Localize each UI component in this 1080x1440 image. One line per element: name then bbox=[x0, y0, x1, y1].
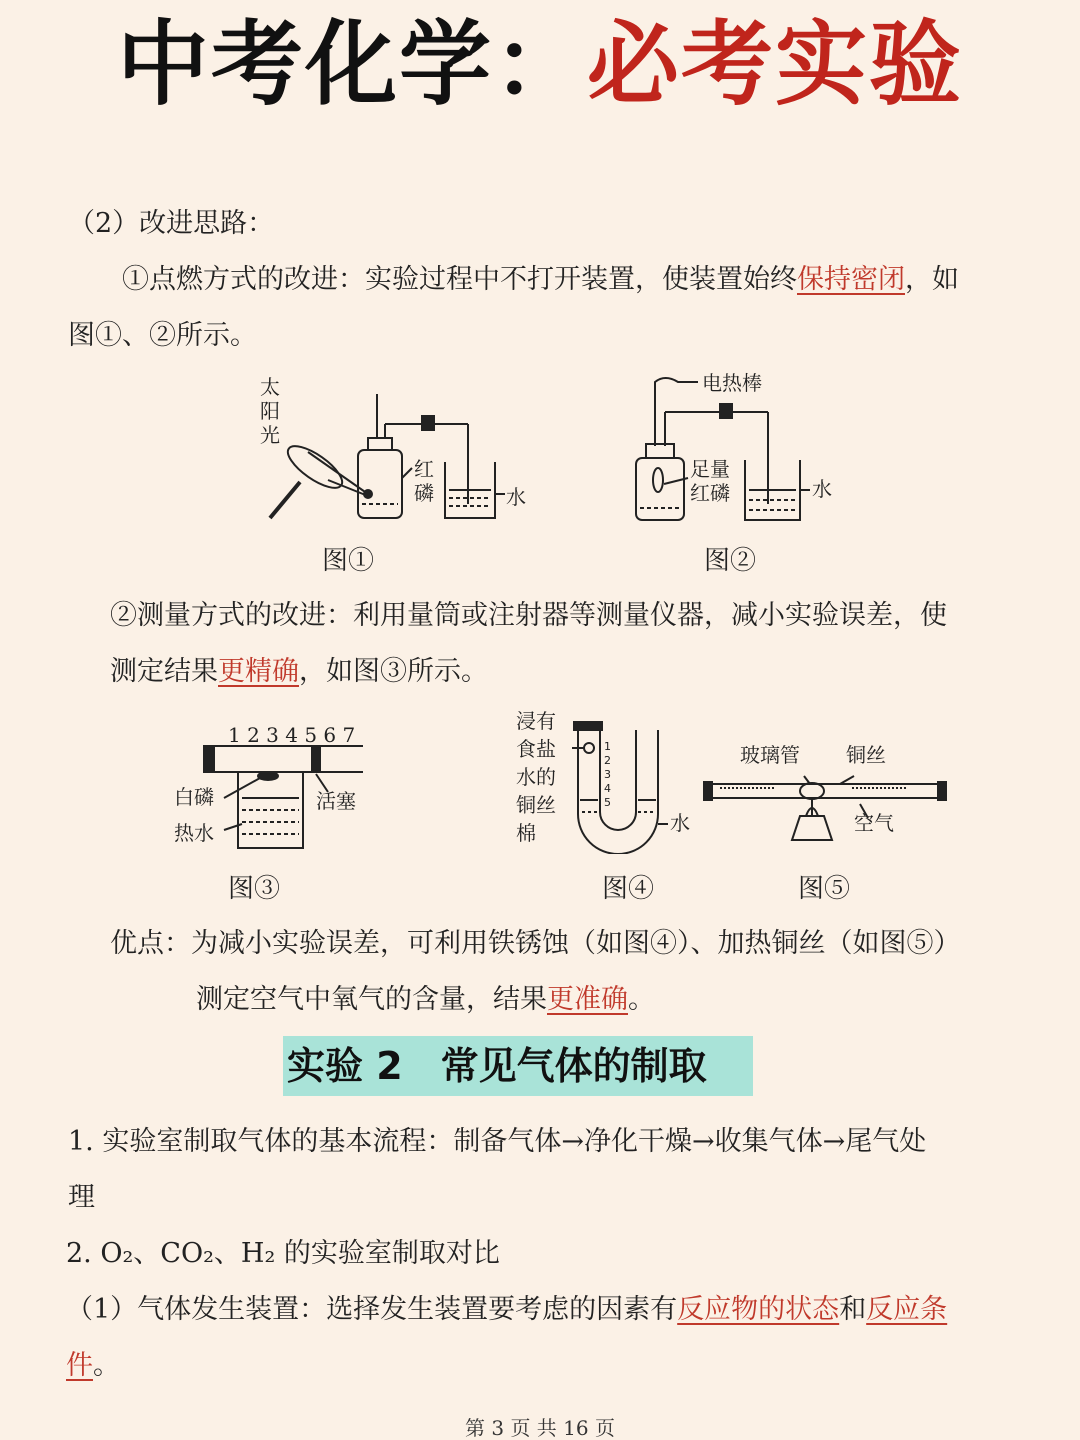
figure-4-u-tube-apparatus bbox=[512, 704, 702, 854]
label-sun-3: 光 bbox=[260, 423, 280, 447]
label-white-phosphorus: 白磷 bbox=[174, 785, 214, 809]
label-cotton-1: 浸有 bbox=[516, 709, 556, 733]
page-title: 中考化学：必考实验 bbox=[116, 11, 964, 118]
paragraph-advantage: 优点：为减小实验误差，可利用铁锈蚀（如图④）、加热铜丝（如图⑤） bbox=[110, 928, 961, 959]
label-sun-1: 太 bbox=[260, 375, 280, 399]
paragraph-improvement-heading: （2）改进思路： bbox=[68, 208, 275, 239]
label-piston: 活塞 bbox=[316, 789, 356, 813]
figure-2-caption: 图② bbox=[704, 546, 757, 576]
figure-3-syringe-apparatus bbox=[168, 718, 378, 858]
svg-text:3: 3 bbox=[604, 768, 611, 781]
paragraph-measurement-improvement: ②测量方式的改进：利用量筒或注射器等测量仪器，减小实验误差，使 bbox=[110, 600, 947, 631]
paragraph-generation-apparatus: （1）气体发生装置：选择发生装置要考虑的因素有反应物的状态和反应条 bbox=[66, 1294, 948, 1325]
label-red-phosphorus-1: 红 bbox=[414, 457, 434, 481]
label-air: 空气 bbox=[854, 811, 894, 835]
label-water: 水 bbox=[670, 811, 690, 835]
paragraph-basic-procedure-cont: 理 bbox=[68, 1182, 95, 1213]
svg-text:1: 1 bbox=[604, 740, 611, 753]
label-glass-tube: 玻璃管 bbox=[740, 743, 800, 767]
label-heating-rod: 电热棒 bbox=[702, 371, 762, 395]
paragraph-ignition-improvement: ①点燃方式的改进：实验过程中不打开装置，使装置始终保持密闭，如 bbox=[122, 264, 959, 295]
label-cotton-4: 铜丝 bbox=[516, 793, 556, 817]
label-sun-2: 阳 bbox=[260, 399, 280, 423]
label-water: 水 bbox=[812, 477, 832, 501]
figure-5-copper-heating-apparatus bbox=[700, 736, 950, 856]
figure-1-caption: 图① bbox=[322, 546, 375, 576]
label-sufficient: 足量 bbox=[690, 457, 730, 481]
paragraph-basic-procedure: 1. 实验室制取气体的基本流程：制备气体→净化干燥→收集气体→尾气处 bbox=[68, 1126, 927, 1157]
label-copper-wire: 铜丝 bbox=[846, 743, 886, 767]
label-water: 水 bbox=[506, 485, 526, 509]
paragraph-advantage-result: 测定空气中氧气的含量，结果更准确。 bbox=[196, 984, 655, 1015]
figure-1-sunlight-apparatus bbox=[250, 372, 550, 532]
figure-4-caption: 图④ bbox=[602, 874, 655, 904]
paragraph-figure-ref: 图①、②所示。 bbox=[68, 320, 257, 351]
paragraph-gas-comparison: 2. O₂、CO₂、H₂ 的实验室制取对比 bbox=[66, 1238, 500, 1269]
label-red-phosphorus: 红磷 bbox=[690, 481, 730, 505]
figure-5-caption: 图⑤ bbox=[798, 874, 851, 904]
svg-text:2: 2 bbox=[604, 754, 611, 767]
label-cotton-2: 食盐 bbox=[516, 737, 556, 761]
label-cotton-5: 棉 bbox=[516, 821, 536, 845]
figure-2-heating-rod-apparatus bbox=[620, 368, 850, 528]
label-scale: 1 2 3 4 5 6 7 bbox=[228, 723, 356, 747]
label-red-phosphorus-2: 磷 bbox=[414, 481, 434, 505]
figure-3-caption: 图③ bbox=[228, 874, 281, 904]
svg-text:5: 5 bbox=[604, 796, 611, 809]
svg-text:4: 4 bbox=[604, 782, 611, 795]
label-hot-water: 热水 bbox=[174, 821, 214, 845]
label-cotton-3: 水的 bbox=[516, 765, 556, 789]
paragraph-generation-apparatus-cont: 件。 bbox=[66, 1350, 120, 1381]
section-heading-experiment-2: 实验 2 常见气体的制取 bbox=[283, 1036, 753, 1096]
paragraph-measurement-result: 测定结果更精确，如图③所示。 bbox=[110, 656, 488, 687]
page-footer: 第 3 页 共 16 页 bbox=[465, 1416, 615, 1440]
